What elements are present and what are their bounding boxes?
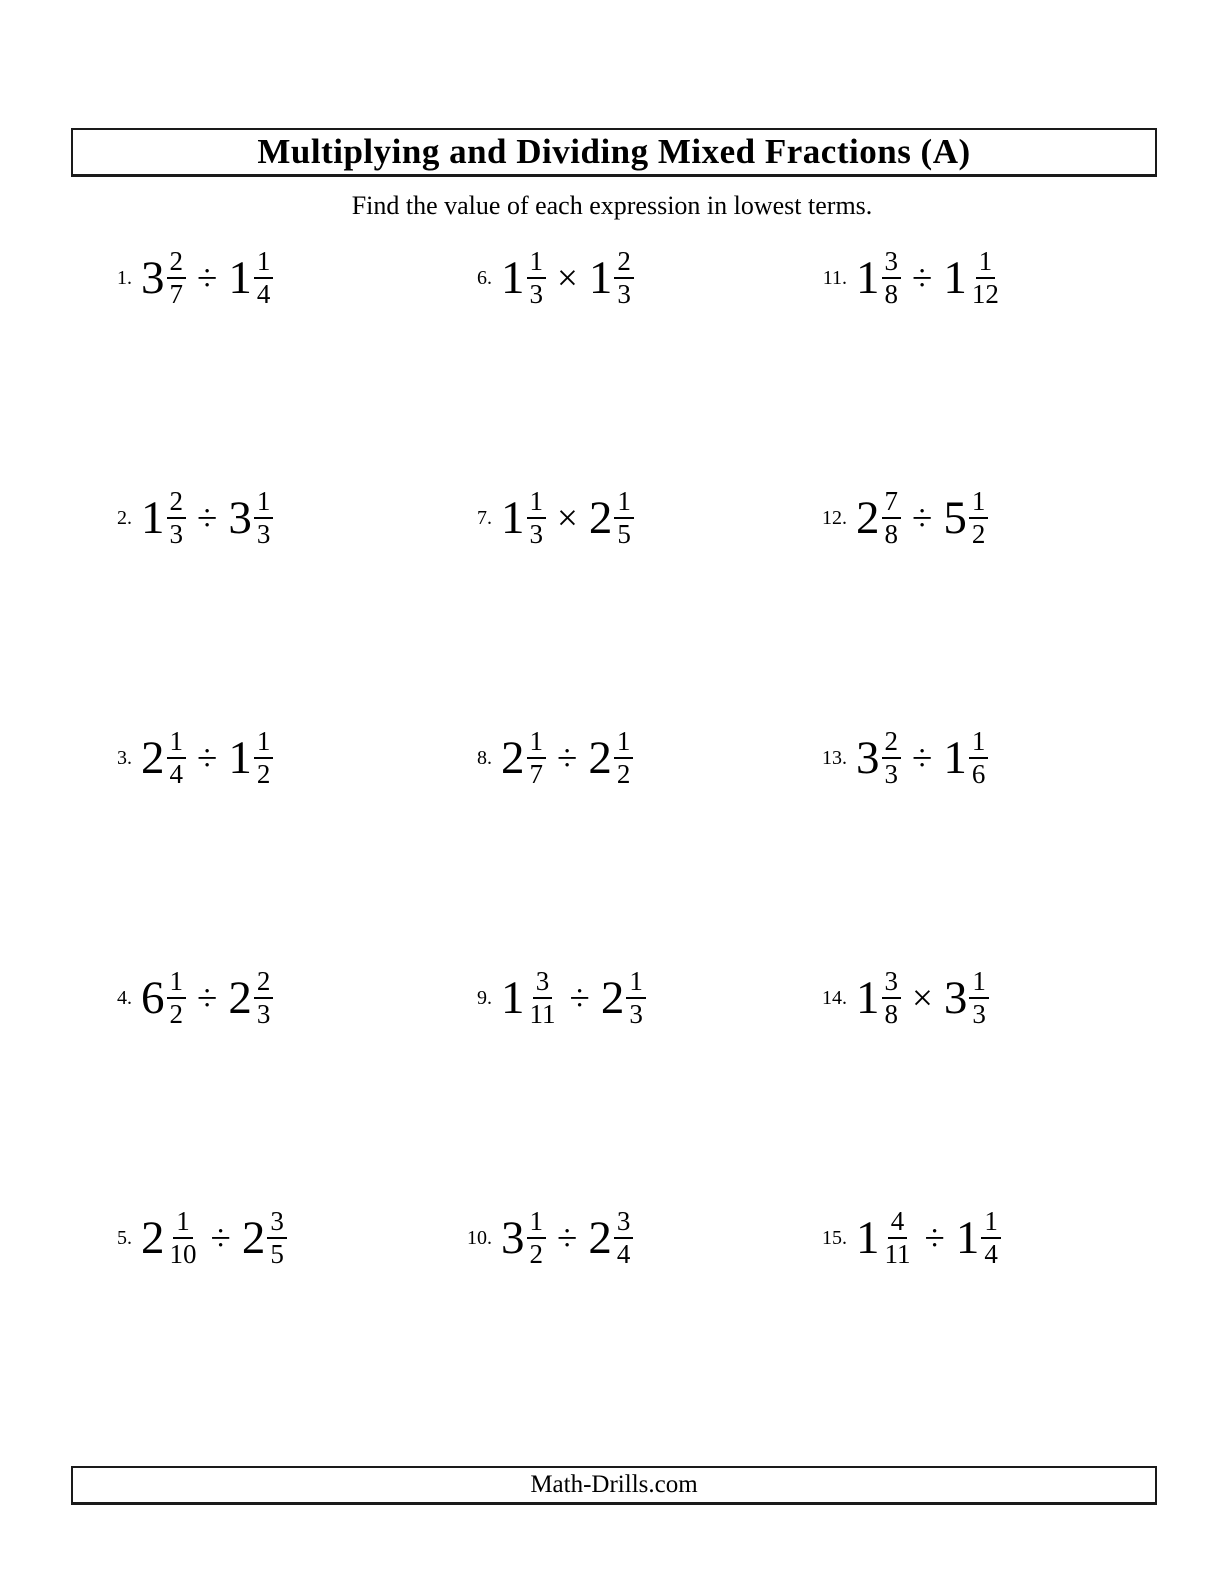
fraction-denominator: 3 — [884, 759, 898, 789]
problem-expression — [856, 247, 1002, 309]
fraction — [167, 487, 187, 549]
whole-number: 1 — [856, 1211, 880, 1264]
mixed-number-second — [242, 1207, 287, 1269]
fraction-denominator: 3 — [529, 279, 543, 309]
problem-item — [90, 1198, 450, 1278]
operator-sign: ÷ — [912, 737, 933, 779]
fraction-numerator: 2 — [167, 487, 187, 519]
operator-sign: ÷ — [569, 977, 590, 1019]
problem-expression — [501, 727, 633, 789]
whole-number: 3 — [943, 971, 968, 1024]
fraction-numerator: 3 — [533, 967, 553, 999]
problem-item — [450, 478, 805, 558]
problem-expression — [501, 967, 646, 1029]
fraction — [167, 1207, 200, 1269]
fraction-denominator: 4 — [169, 759, 183, 789]
mixed-number-first — [501, 1207, 546, 1269]
fraction-denominator: 11 — [884, 1239, 911, 1269]
whole-number: 1 — [943, 731, 967, 784]
operator-sign: ÷ — [924, 1217, 945, 1259]
fraction-numerator: 1 — [527, 727, 547, 759]
problem-expression — [141, 247, 273, 309]
fraction-denominator: 11 — [529, 999, 556, 1029]
fraction-numerator: 7 — [882, 487, 902, 519]
problem-item — [90, 238, 450, 318]
fraction-denominator: 4 — [984, 1239, 998, 1269]
mixed-number-first — [856, 247, 901, 309]
problem-item — [805, 238, 1145, 318]
whole-number: 2 — [141, 1211, 165, 1264]
problem-number: 8. — [477, 746, 492, 769]
problem-item — [805, 718, 1145, 798]
fraction-denominator: 5 — [617, 519, 631, 549]
problem-number: 12. — [822, 506, 847, 529]
whole-number: 1 — [501, 971, 525, 1024]
fraction — [254, 727, 274, 789]
fraction-denominator: 7 — [529, 759, 543, 789]
problem-expression — [501, 1207, 633, 1269]
operator-sign: ÷ — [557, 1217, 578, 1259]
whole-number: 3 — [228, 491, 252, 544]
fraction — [882, 247, 902, 309]
problem-item — [450, 238, 805, 318]
fraction — [527, 487, 547, 549]
whole-number: 3 — [141, 251, 165, 304]
operator-sign: × — [912, 977, 933, 1019]
whole-number: 1 — [588, 251, 613, 304]
fraction — [614, 487, 634, 549]
problem-item — [805, 958, 1145, 1038]
fraction-denominator: 12 — [971, 279, 999, 309]
problem-number: 14. — [822, 986, 847, 1009]
fraction — [167, 727, 187, 789]
fraction-numerator: 1 — [254, 727, 274, 759]
fraction — [267, 1207, 287, 1269]
whole-number: 1 — [955, 1211, 980, 1264]
fraction-numerator: 2 — [254, 967, 274, 999]
fraction-denominator: 3 — [972, 999, 986, 1029]
problem-item — [90, 718, 450, 798]
problem-expression — [856, 1207, 1001, 1269]
fraction — [882, 1207, 914, 1269]
problem-expression — [141, 487, 273, 549]
fraction-denominator: 8 — [884, 999, 898, 1029]
fraction — [527, 247, 547, 309]
fraction-numerator: 3 — [882, 247, 902, 279]
fraction-numerator: 4 — [888, 1207, 908, 1239]
problem-item — [90, 958, 450, 1038]
fraction-denominator: 5 — [270, 1239, 284, 1269]
whole-number: 6 — [141, 971, 165, 1024]
fraction-numerator: 1 — [969, 487, 989, 519]
problem-expression — [141, 967, 273, 1029]
mixed-number-first — [856, 1207, 914, 1269]
fraction — [969, 487, 989, 549]
mixed-number-first — [501, 727, 546, 789]
whole-number: 2 — [241, 1211, 266, 1264]
problem-number: 13. — [822, 746, 847, 769]
problem-expression — [501, 487, 634, 549]
fraction — [969, 247, 1002, 309]
problem-number: 7. — [477, 506, 492, 529]
fraction-numerator: 1 — [969, 727, 989, 759]
whole-number: 3 — [501, 1211, 525, 1264]
mixed-number-first — [856, 967, 901, 1029]
mixed-number-second — [228, 247, 273, 309]
fraction-numerator: 1 — [527, 487, 547, 519]
fraction — [969, 727, 989, 789]
fraction — [882, 727, 902, 789]
mixed-number-first — [501, 247, 546, 309]
fraction — [614, 247, 634, 309]
problem-expression — [501, 247, 634, 309]
fraction-denominator: 2 — [529, 1239, 543, 1269]
whole-number: 2 — [141, 731, 165, 784]
fraction-denominator: 3 — [617, 279, 631, 309]
problem-item — [450, 1198, 805, 1278]
mixed-number-second — [601, 967, 646, 1029]
fraction-numerator: 1 — [527, 1207, 547, 1239]
fraction-numerator: 1 — [976, 247, 996, 279]
fraction — [167, 967, 187, 1029]
mixed-number-first — [501, 487, 546, 549]
problem-number: 3. — [117, 746, 132, 769]
mixed-number-first — [141, 1207, 200, 1269]
mixed-number-second — [943, 487, 988, 549]
mixed-number-second — [588, 727, 633, 789]
problem-item — [450, 718, 805, 798]
fraction-denominator: 3 — [169, 519, 183, 549]
problem-number: 1. — [117, 266, 132, 289]
footer-box — [71, 1466, 1157, 1505]
problem-number: 4. — [117, 986, 132, 1009]
whole-number: 2 — [501, 731, 525, 784]
fraction-denominator: 2 — [616, 759, 631, 789]
whole-number: 1 — [856, 971, 880, 1024]
fraction — [527, 1207, 547, 1269]
mixed-number-first — [501, 967, 559, 1029]
operator-sign: ÷ — [210, 1217, 231, 1259]
fraction-numerator: 2 — [882, 727, 902, 759]
mixed-number-second — [956, 1207, 1001, 1269]
whole-number: 2 — [856, 491, 880, 544]
fraction-denominator: 3 — [256, 519, 271, 549]
fraction — [882, 967, 902, 1029]
mixed-number-second — [228, 727, 273, 789]
operator-sign: ÷ — [912, 497, 933, 539]
problem-expression — [141, 1207, 287, 1269]
fraction-denominator: 3 — [629, 999, 643, 1029]
problem-number: 5. — [117, 1226, 132, 1249]
problem-item — [90, 478, 450, 558]
mixed-number-first — [141, 967, 186, 1029]
fraction-denominator: 2 — [169, 999, 183, 1029]
problem-expression — [856, 727, 988, 789]
problem-number: 11. — [822, 266, 847, 289]
fraction-denominator: 3 — [256, 999, 271, 1029]
fraction-numerator: 3 — [614, 1207, 634, 1239]
title-box — [71, 128, 1157, 177]
whole-number: 3 — [856, 731, 880, 784]
fraction-denominator: 2 — [256, 759, 271, 789]
whole-number: 1 — [228, 251, 252, 304]
whole-number: 1 — [141, 491, 165, 544]
whole-number: 2 — [588, 491, 613, 544]
fraction — [527, 727, 547, 789]
fraction-denominator: 3 — [529, 519, 543, 549]
fraction-numerator: 1 — [254, 247, 274, 279]
fraction-numerator: 3 — [882, 967, 902, 999]
fraction-numerator: 3 — [267, 1207, 287, 1239]
fraction — [614, 1207, 634, 1269]
operator-sign: ÷ — [197, 737, 218, 779]
fraction — [969, 967, 989, 1029]
fraction-denominator: 7 — [169, 279, 183, 309]
fraction-denominator: 8 — [884, 279, 898, 309]
operator-sign: ÷ — [557, 737, 578, 779]
mixed-number-first — [856, 487, 901, 549]
whole-number: 1 — [856, 251, 880, 304]
page-title: Multiplying and Dividing Mixed Fractions (A) — [257, 132, 971, 171]
footer-brand: Math-Drills.com — [530, 1471, 698, 1498]
fraction — [167, 247, 187, 309]
fraction-denominator: 8 — [884, 519, 898, 549]
mixed-number-second — [228, 487, 273, 549]
fraction-denominator: 10 — [169, 1239, 197, 1269]
mixed-number-second — [589, 247, 634, 309]
whole-number: 2 — [588, 1211, 612, 1264]
operator-sign: ÷ — [197, 257, 218, 299]
mixed-number-first — [141, 247, 186, 309]
problem-expression — [141, 727, 273, 789]
fraction-numerator: 1 — [614, 487, 634, 519]
problem-item — [805, 1198, 1145, 1278]
whole-number: 1 — [943, 251, 967, 304]
problem-expression — [856, 967, 989, 1029]
mixed-number-second — [589, 487, 634, 549]
instruction-text: Find the value of each expression in lowest terms. — [351, 191, 873, 220]
mixed-number-first — [856, 727, 901, 789]
fraction-numerator: 1 — [626, 967, 646, 999]
problems-grid — [90, 238, 1145, 1438]
fraction — [614, 727, 634, 789]
whole-number: 5 — [943, 491, 967, 544]
problem-number: 15. — [822, 1226, 847, 1249]
whole-number: 2 — [228, 971, 252, 1024]
problem-item — [805, 478, 1145, 558]
operator-sign: ÷ — [197, 977, 218, 1019]
mixed-number-first — [141, 727, 186, 789]
operator-sign: × — [557, 257, 578, 299]
fraction — [254, 487, 274, 549]
mixed-number-second — [943, 247, 1002, 309]
whole-number: 2 — [588, 731, 612, 784]
fraction-numerator: 1 — [981, 1207, 1001, 1239]
mixed-number-first — [141, 487, 186, 549]
fraction — [527, 967, 559, 1029]
operator-sign: × — [557, 497, 578, 539]
problem-expression — [856, 487, 988, 549]
whole-number: 2 — [600, 971, 625, 1024]
problem-item — [450, 958, 805, 1038]
operator-sign: ÷ — [912, 257, 933, 299]
problem-number: 2. — [117, 506, 132, 529]
fraction — [254, 247, 274, 309]
fraction-numerator: 1 — [527, 247, 547, 279]
whole-number: 1 — [501, 251, 525, 304]
fraction-denominator: 6 — [971, 759, 986, 789]
mixed-number-second — [228, 967, 273, 1029]
whole-number: 1 — [228, 731, 252, 784]
operator-sign: ÷ — [197, 497, 218, 539]
mixed-number-second — [943, 727, 988, 789]
problem-number: 6. — [477, 266, 492, 289]
fraction-numerator: 1 — [254, 487, 274, 519]
fraction-numerator: 2 — [167, 247, 187, 279]
fraction-denominator: 4 — [256, 279, 271, 309]
problem-number: 10. — [467, 1226, 492, 1249]
mixed-number-second — [588, 1207, 633, 1269]
fraction-numerator: 1 — [173, 1207, 193, 1239]
fraction-numerator: 2 — [614, 247, 634, 279]
fraction-numerator: 1 — [167, 727, 187, 759]
fraction — [882, 487, 902, 549]
fraction-numerator: 1 — [167, 967, 187, 999]
fraction-denominator: 2 — [971, 519, 986, 549]
mixed-number-second — [944, 967, 989, 1029]
fraction — [254, 967, 274, 1029]
fraction — [626, 967, 646, 1029]
fraction-denominator: 4 — [616, 1239, 631, 1269]
whole-number: 1 — [501, 491, 525, 544]
fraction — [981, 1207, 1001, 1269]
problem-number: 9. — [477, 986, 492, 1009]
fraction-numerator: 1 — [969, 967, 989, 999]
fraction-numerator: 1 — [614, 727, 634, 759]
